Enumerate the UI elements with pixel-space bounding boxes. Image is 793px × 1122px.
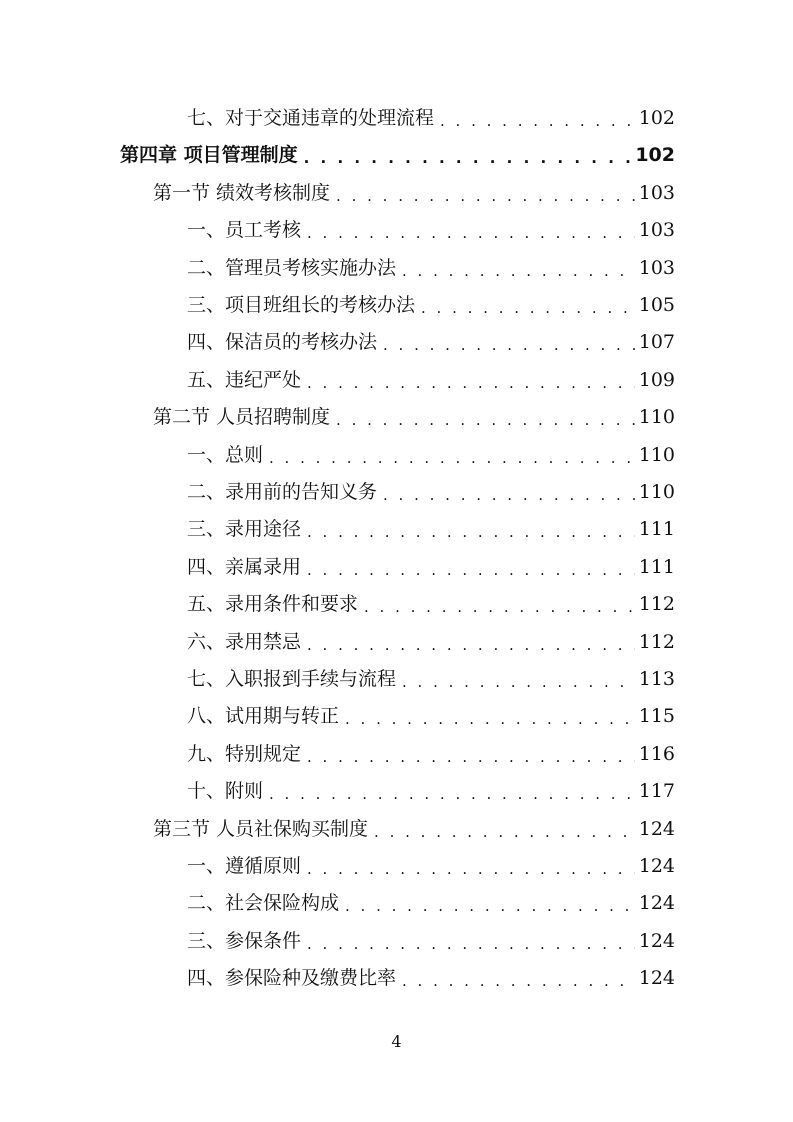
toc-entry-title: 三、项目班组长的考核办法	[187, 294, 416, 316]
toc-dot-leader	[402, 675, 635, 690]
toc-item-entry	[187, 885, 675, 922]
toc-entry-title: 第三节 人员社保购买制度	[153, 817, 369, 840]
toc-entry-title: 二、管理员考核实施办法	[187, 256, 397, 279]
toc-entry-page: 103	[638, 181, 675, 204]
toc-entry-title: 十、附则	[187, 780, 264, 803]
toc-entry-title: 五、录用条件和要求	[187, 593, 359, 616]
toc-item-entry	[187, 549, 675, 586]
toc-item-entry	[187, 586, 675, 623]
toc-item-entry	[187, 624, 675, 661]
toc-entry-page: 102	[638, 107, 675, 129]
toc-dot-leader	[421, 301, 635, 316]
toc-entry-page: 113	[638, 668, 675, 690]
toc-section-entry	[153, 175, 675, 212]
toc-entry-title: 一、总则	[187, 443, 264, 466]
toc-item-entry	[187, 324, 675, 361]
toc-entry-page: 117	[638, 780, 675, 803]
toc-item-entry	[187, 698, 675, 735]
toc-dot-leader	[345, 712, 635, 727]
toc-entry-title: 第四章 项目管理制度	[120, 144, 298, 167]
toc-entry-title: 四、保洁员的考核办法	[187, 331, 378, 354]
toc-section-entry	[153, 811, 675, 848]
toc-dot-leader	[269, 451, 635, 466]
toc-dot-leader	[336, 413, 635, 428]
toc-entry-title: 二、录用前的告知义务	[187, 481, 378, 503]
toc-entry-title: 七、入职报到手续与流程	[187, 668, 397, 690]
toc-dot-leader	[307, 750, 635, 765]
toc-entry-page: 115	[638, 705, 675, 728]
toc-entry-page: 103	[638, 219, 675, 242]
toc-entry-title: 三、录用途径	[187, 518, 302, 541]
toc-entry-page: 112	[638, 593, 675, 616]
toc-dot-leader	[307, 226, 635, 241]
toc-entry-title: 二、社会保险构成	[187, 892, 340, 915]
toc-entry-page: 124	[638, 967, 675, 990]
toc-dot-leader	[364, 600, 635, 615]
toc-item-entry	[187, 100, 675, 137]
toc-item-entry	[187, 511, 675, 548]
toc-item-entry	[187, 474, 675, 511]
toc-dot-leader	[336, 189, 635, 204]
toc-entry-title: 第二节 人员招聘制度	[153, 406, 331, 429]
toc-dot-leader	[307, 376, 635, 391]
toc-entry-page: 124	[638, 929, 675, 952]
toc-dot-leader	[383, 488, 635, 503]
toc-entry-title: 四、亲属录用	[187, 555, 302, 578]
toc-item-entry	[187, 848, 675, 885]
toc-entry-title: 一、员工考核	[187, 219, 302, 242]
toc-entry-page: 103	[638, 256, 675, 279]
toc-entry-title: 七、对于交通违章的处理流程	[187, 107, 435, 129]
toc-entry-page: 107	[638, 331, 675, 354]
toc-dot-leader	[402, 974, 635, 989]
toc-dot-leader	[307, 862, 635, 877]
toc-entry-page: 109	[638, 368, 675, 391]
toc-dot-leader	[307, 638, 635, 653]
toc-item-entry	[187, 287, 675, 324]
toc-item-entry	[187, 661, 675, 698]
toc-entry-page: 124	[638, 855, 675, 877]
toc-chapter-entry	[120, 137, 675, 174]
toc-dot-leader	[304, 151, 632, 166]
toc-item-entry	[187, 923, 675, 960]
toc-entry-page: 111	[638, 518, 675, 541]
toc-entry-title: 九、特别规定	[187, 742, 302, 765]
toc-entry-title: 六、录用禁忌	[187, 630, 302, 653]
toc-dot-leader	[307, 563, 635, 578]
toc-entry-page: 112	[638, 630, 675, 653]
toc-item-entry	[187, 250, 675, 287]
toc-dot-leader	[307, 525, 635, 540]
toc-dot-leader	[374, 825, 635, 840]
toc-entry-page: 110	[638, 481, 675, 503]
toc-dot-leader	[307, 937, 635, 952]
toc-entry-page: 111	[638, 555, 675, 578]
toc-item-entry	[187, 736, 675, 773]
toc-dot-leader	[269, 787, 635, 802]
toc-item-entry	[187, 212, 675, 249]
toc-entry-page: 102	[635, 144, 675, 167]
toc-entry-title: 三、参保条件	[187, 929, 302, 952]
toc-dot-leader	[383, 338, 635, 353]
toc-entry-page: 105	[638, 294, 675, 316]
toc-entry-title: 一、遵循原则	[187, 855, 302, 877]
toc-entry-title: 八、试用期与转正	[187, 705, 340, 728]
toc-entry-page: 110	[638, 406, 675, 429]
toc-item-entry	[187, 437, 675, 474]
toc-section-entry	[153, 399, 675, 436]
toc-dot-leader	[402, 264, 635, 279]
toc-item-entry	[187, 960, 675, 997]
toc-entry-page: 124	[638, 892, 675, 915]
toc-dot-leader	[440, 114, 635, 129]
toc-entry-title: 五、违纪严处	[187, 368, 302, 391]
toc-entry-title: 第一节 绩效考核制度	[153, 181, 331, 204]
page-number: 4	[391, 1032, 402, 1051]
toc-dot-leader	[345, 899, 635, 914]
toc-entry-page: 110	[638, 443, 675, 466]
toc-entry-title: 四、参保险种及缴费比率	[187, 967, 397, 990]
toc-entry-page: 116	[638, 742, 675, 765]
toc-item-entry	[187, 362, 675, 399]
toc-item-entry	[187, 773, 675, 810]
toc-entry-page: 124	[638, 817, 675, 840]
